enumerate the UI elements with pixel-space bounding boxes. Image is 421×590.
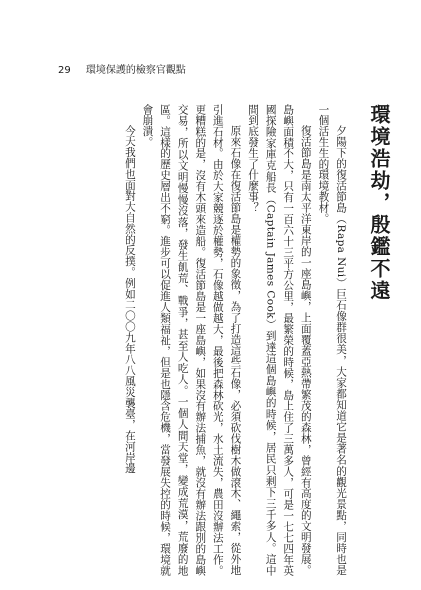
running-header xyxy=(58,62,358,80)
paragraph-2: 復活節島是南太平洋東岸的一座島嶼，上面覆蓋亞熱帶繁茂的森林，曾經有高度的文明發展。島嶼面積不大，只有一百六十三平方公里，最繁榮的時候，島上住了三萬多人，可是一七七四年英國探險家庫克船長（Captain James Cook）到達這個島嶼的時候，居民只剩下三千多人。這中間到底發生了什麼事？ xyxy=(247,104,312,576)
chapter-title: 環境浩劫，殷鑑不遠 xyxy=(367,104,391,302)
vertical-body-text xyxy=(55,104,395,576)
paragraph-3: 原來石像在復活節島是權勢的象徵，為了打造這些石像，必須砍伐樹木做滾木、繩索，從外地引進石材。由於大家競逐於權勢，石像越做越大，最後把森林砍光，水土流失，農田沒辦法工作。更糟糕的是，沒有木頭來造船。復活節島是一座島嶼，如果沒有辦法捕魚，就沒有辦法跟別的島嶼交易，所以文明慢慢沒落，發生飢荒、戰爭，甚至人吃人。一個人間天堂，變成荒漠，荒廢的地區。這樣的歷史層出不窮。進步可以促進人類福祉，但是也隱含危機，當發展失控的時候，環境就會崩潰。 xyxy=(141,104,242,576)
paragraph-4: 今天我們也面對大自然的反撲。例如二〇〇九年八八風災襲臺，在河岸邊 xyxy=(123,125,136,474)
paragraph-1: 夕陽下的復活節島（Rapa Nui）巨石像群很美，大家都知道它是著名的觀光景點，同時也是一個活生生的環境教材。 xyxy=(317,104,347,576)
running-title: 環境保護的檢察官觀點 xyxy=(85,65,186,76)
page-number: 29 xyxy=(58,65,71,76)
